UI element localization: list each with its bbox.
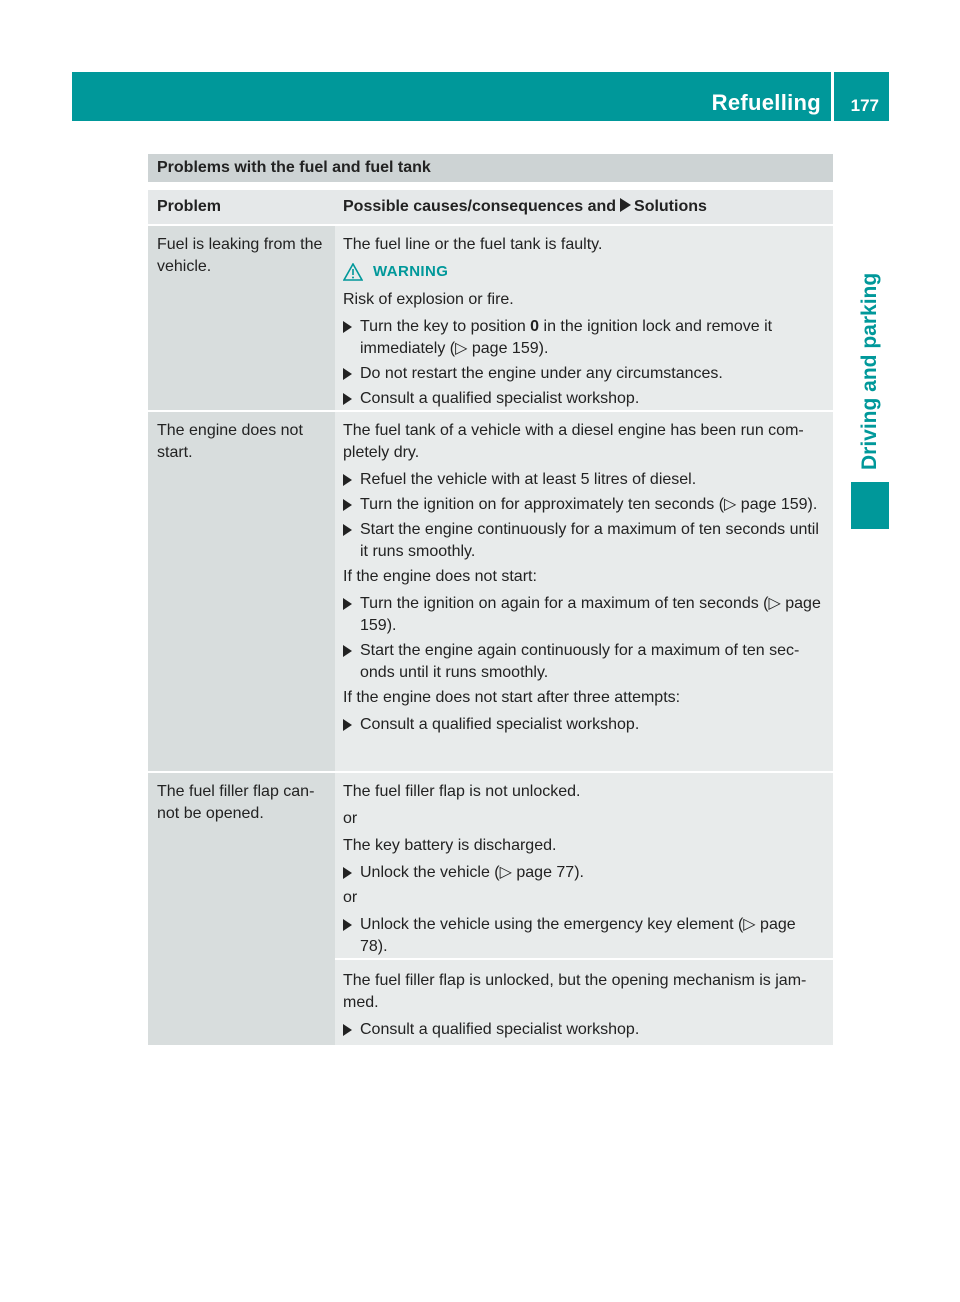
step-arrow-icon (343, 524, 352, 536)
cause-text: The key battery is discharged. (343, 837, 557, 854)
side-tab-marker (851, 482, 889, 529)
solution-cell (335, 960, 833, 1045)
step-arrow-icon (343, 867, 352, 879)
solution-cell (335, 773, 833, 958)
step-arrow-icon (343, 598, 352, 610)
step-item: Unlock the vehicle using the emergency key element (▷ page 78). (343, 914, 827, 958)
step-item: Consult a qualified specialist workshop. (343, 1019, 827, 1041)
side-tab-label: Driving and parking (858, 272, 881, 470)
step-arrow-icon (343, 719, 352, 731)
cause-text: The fuel filler flap is unlocked, but the opening mechanism is jam-med. (343, 972, 807, 1011)
cause-text: The fuel line or the fuel tank is faulty. (343, 236, 603, 253)
problem-cell: Fuel is leaking from the vehicle. (148, 226, 335, 410)
step-item: Turn the key to position 0 in the ignition lock and remove it immediately (▷ page 159). (343, 316, 827, 360)
warning-triangle-icon (343, 263, 363, 281)
note-text: If the engine does not start after three attempts: (343, 689, 681, 706)
step-arrow-icon (343, 321, 352, 333)
side-tab (851, 170, 889, 470)
step-item: Consult a qualified specialist workshop. (343, 714, 827, 736)
step-arrow-icon (343, 645, 352, 657)
step-arrow-icon (343, 474, 352, 486)
note-text: If the engine does not start: (343, 568, 537, 585)
step-item: Unlock the vehicle (▷ page 77). (343, 862, 827, 884)
table-row (148, 773, 833, 1045)
warning-text: Risk of explosion or fire. (343, 291, 514, 308)
step-item: Turn the ignition on again for a maximum of ten seconds (▷ page 159). (343, 593, 827, 637)
step-item: Start the engine again continuously for a maximum of ten sec-onds until it runs smoothly. (343, 640, 827, 684)
fuel-problems-table (148, 154, 833, 1045)
cause-text: The fuel tank of a vehicle with a diesel engine has been run com-pletely dry. (343, 422, 804, 461)
step-arrow-icon (343, 1024, 352, 1036)
step-item: Start the engine continuously for a maximum of ten seconds until it runs smoothly. (343, 519, 827, 563)
column-header-solutions-label: Solutions (634, 198, 707, 215)
step-arrow-icon (343, 368, 352, 380)
header-divider (831, 72, 834, 121)
problem-cell: The fuel filler flap can-not be opened. (148, 773, 335, 1045)
step-item: Consult a qualified specialist workshop. (343, 388, 827, 410)
cause-text: The fuel filler flap is not unlocked. (343, 783, 581, 800)
solution-arrow-icon (620, 198, 631, 212)
or-text: or (343, 889, 358, 906)
step-item: Refuel the vehicle with at least 5 litres of diesel. (343, 469, 827, 491)
column-header-causes-label: Possible causes/consequences and (343, 198, 617, 215)
page-number: 177 (850, 96, 879, 115)
section-title: Refuelling (711, 90, 821, 115)
header-bar (72, 72, 889, 121)
step-item: Do not restart the engine under any circumstances. (343, 363, 827, 385)
problem-cell: The engine does not start. (148, 412, 335, 771)
column-header-causes (335, 190, 833, 224)
table-row (148, 412, 833, 771)
step-item: Turn the ignition on for approximately ten seconds (▷ page 159). (343, 494, 827, 516)
table-row (148, 226, 833, 410)
solution-cell (335, 226, 833, 410)
or-text: or (343, 810, 358, 827)
step-arrow-icon (343, 499, 352, 511)
warning-label: WARNING (373, 263, 449, 280)
solution-cell (335, 412, 833, 771)
column-header-problem: Problem (157, 198, 222, 215)
warning-heading (343, 261, 827, 283)
key-position: 0 (530, 318, 540, 335)
column-header-row (148, 190, 833, 224)
step-arrow-icon (343, 393, 352, 405)
step-arrow-icon (343, 919, 352, 931)
table-title: Problems with the fuel and fuel tank (148, 154, 833, 182)
